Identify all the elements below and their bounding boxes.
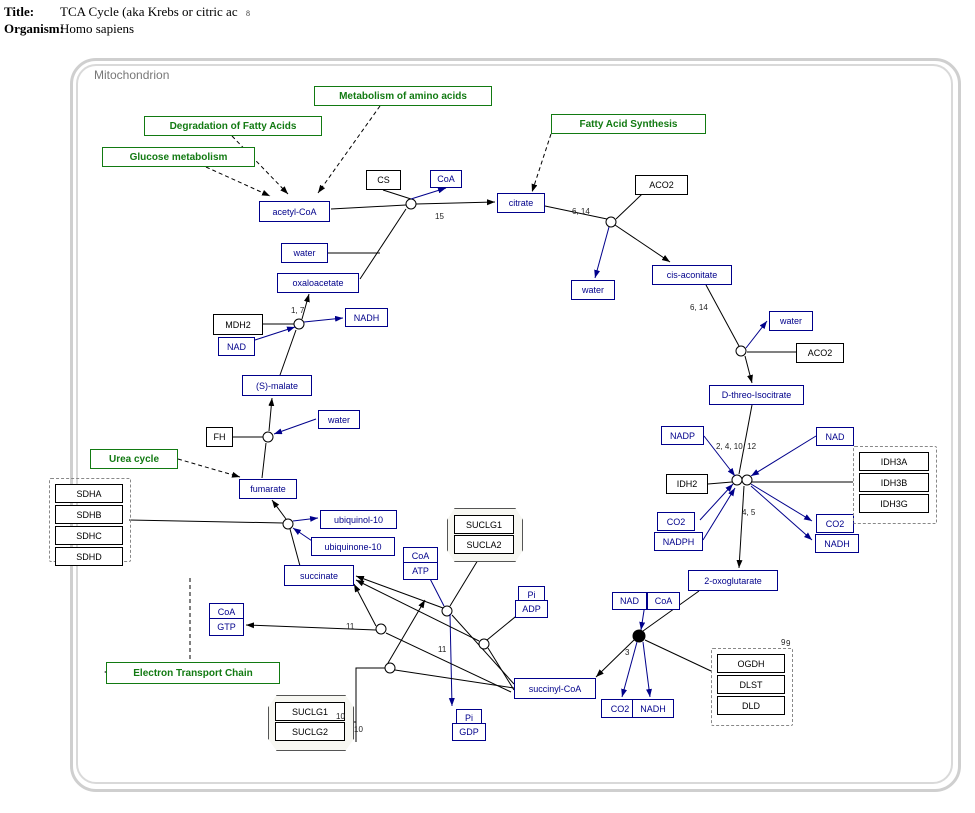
reaction-number-n11a: 11 [346, 622, 355, 631]
metabolite-node-nadh_mdh[interactable]: NADH [345, 308, 388, 327]
octagon-member-suclg1-suclg2-0[interactable]: SUCLG1 [275, 702, 345, 721]
metabolite-node-oxaloacetate[interactable]: oxaloacetate [277, 273, 359, 293]
metabolite-node-pi_gdp_pi[interactable]: Pi [456, 709, 482, 727]
corner-number: 8 [246, 9, 250, 18]
complex-member-sdh-complex-3[interactable]: SDHD [55, 547, 123, 566]
metabolite-node-nadh_ogdh[interactable]: NADH [632, 699, 674, 718]
complex-member-ogdh-complex-0[interactable]: OGDH [717, 654, 785, 673]
enzyme-node-fh[interactable]: FH [206, 427, 233, 447]
organism-value: Homo sapiens [60, 21, 135, 36]
metabolite-node-nadp[interactable]: NADP [661, 426, 704, 445]
organism-row [4, 21, 134, 37]
metabolite-node-s_malate[interactable]: (S)-malate [242, 375, 312, 396]
reaction-number-n6_14_top: 6, 14 [572, 207, 590, 216]
metabolite-node-acetyl_coa[interactable]: acetyl-CoA [259, 201, 330, 222]
metabolite-node-coa_gtp_coa[interactable]: CoA [209, 603, 244, 621]
metabolite-node-gdp[interactable]: GDP [452, 723, 486, 741]
complex-member-sdh-complex-0[interactable]: SDHA [55, 484, 123, 503]
metabolite-node-atp[interactable]: ATP [403, 562, 438, 580]
metabolite-node-nad_ogdh[interactable]: NAD [612, 592, 647, 610]
metabolite-node-coa_top[interactable]: CoA [430, 170, 462, 188]
metabolite-node-nadh_idh[interactable]: NADH [815, 534, 859, 553]
complex-member-idh3-complex-2[interactable]: IDH3G [859, 494, 929, 513]
reaction-number-n2_4_10_12: 2, 4, 10, 12 [716, 442, 757, 451]
metabolite-node-citrate[interactable]: citrate [497, 193, 545, 213]
enzyme-node-idh2[interactable]: IDH2 [666, 474, 708, 494]
complex-number-ogdh-complex: 9 [781, 638, 786, 647]
metabolite-node-co2_ogdh[interactable]: CO2 [601, 699, 639, 718]
enzyme-node-mdh2[interactable]: MDH2 [213, 314, 263, 335]
complex-member-ogdh-complex-2[interactable]: DLD [717, 696, 785, 715]
compartment-label: Mitochondrion [94, 68, 170, 82]
metabolite-node-adp[interactable]: ADP [515, 600, 548, 618]
metabolite-node-nadph[interactable]: NADPH [654, 532, 703, 551]
title-label: Title: [4, 4, 35, 19]
metabolite-node-water_fh[interactable]: water [318, 410, 360, 429]
metabolite-node-co2_idh[interactable]: CO2 [657, 512, 695, 531]
enzyme-node-aco2_top[interactable]: ACO2 [635, 175, 688, 195]
pathway-node-fatty_deg[interactable]: Degradation of Fatty Acids [144, 116, 322, 136]
reaction-number-n1_7: 1, 7 [291, 306, 305, 315]
complex-member-sdh-complex-1[interactable]: SDHB [55, 505, 123, 524]
octagon-member-suclg1-suclg2-1[interactable]: SUCLG2 [275, 722, 345, 741]
complex-member-idh3-complex-0[interactable]: IDH3A [859, 452, 929, 471]
metabolite-node-succinyl_coa[interactable]: succinyl-CoA [514, 678, 596, 699]
metabolite-node-fumarate[interactable]: fumarate [239, 479, 297, 499]
complex-member-idh3-complex-1[interactable]: IDH3B [859, 473, 929, 492]
enzyme-node-aco2_right[interactable]: ACO2 [796, 343, 844, 363]
title-row [4, 4, 238, 20]
metabolite-node-water_citrate[interactable]: water [571, 280, 615, 300]
pathway-node-amino[interactable]: Metabolism of amino acids [314, 86, 492, 106]
metabolite-node-succinate[interactable]: succinate [284, 565, 354, 586]
metabolite-node-nad_mdh[interactable]: NAD [218, 337, 255, 356]
reaction-number-n6_14_right: 6, 14 [690, 303, 708, 312]
metabolite-node-water_aco[interactable]: water [769, 311, 813, 331]
octagon-number-suclg1-suclg2: 10 [354, 725, 363, 734]
reaction-number-n11b: 11 [438, 645, 447, 654]
title-value: TCA Cycle (aka Krebs or citric ac [60, 4, 238, 19]
reaction-number-n10: 10 [336, 712, 345, 721]
metabolite-node-gtp[interactable]: GTP [209, 618, 244, 636]
pathway-node-etc[interactable]: Electron Transport Chain [106, 662, 280, 684]
metabolite-node-ubiquinol[interactable]: ubiquinol-10 [320, 510, 397, 529]
pathway-node-urea[interactable]: Urea cycle [90, 449, 178, 469]
enzyme-node-cs[interactable]: CS [366, 170, 401, 190]
complex-member-sdh-complex-2[interactable]: SDHC [55, 526, 123, 545]
octagon-member-suclg1-sucla2-1[interactable]: SUCLA2 [454, 535, 514, 554]
organism-label: Organism: [4, 21, 64, 36]
metabolite-node-cis_aconitate[interactable]: cis-aconitate [652, 265, 732, 285]
metabolite-node-d_threo[interactable]: D-threo-Isocitrate [709, 385, 804, 405]
pathway-node-glucose[interactable]: Glucose metabolism [102, 147, 255, 167]
octagon-member-suclg1-sucla2-0[interactable]: SUCLG1 [454, 515, 514, 534]
metabolite-node-pi_adp_pi[interactable]: Pi [518, 586, 545, 604]
metabolite-node-co2_idh2[interactable]: CO2 [816, 514, 854, 533]
pathway-node-fatty_syn[interactable]: Fatty Acid Synthesis [551, 114, 706, 134]
metabolite-node-coa_suc[interactable]: CoA [403, 547, 438, 565]
reaction-number-n15: 15 [435, 212, 444, 221]
reaction-number-n4_5: 4, 5 [742, 508, 756, 517]
metabolite-node-nad_idh[interactable]: NAD [816, 427, 854, 446]
complex-member-ogdh-complex-1[interactable]: DLST [717, 675, 785, 694]
metabolite-node-ubiquinone[interactable]: ubiquinone-10 [311, 537, 395, 556]
metabolite-node-oxoglutarate[interactable]: 2-oxoglutarate [688, 570, 778, 591]
reaction-number-n9: 9 [786, 639, 791, 648]
reaction-number-n3: 3 [625, 648, 630, 657]
metabolite-node-water_top[interactable]: water [281, 243, 328, 263]
metabolite-node-coa_ogdh[interactable]: CoA [647, 592, 680, 610]
